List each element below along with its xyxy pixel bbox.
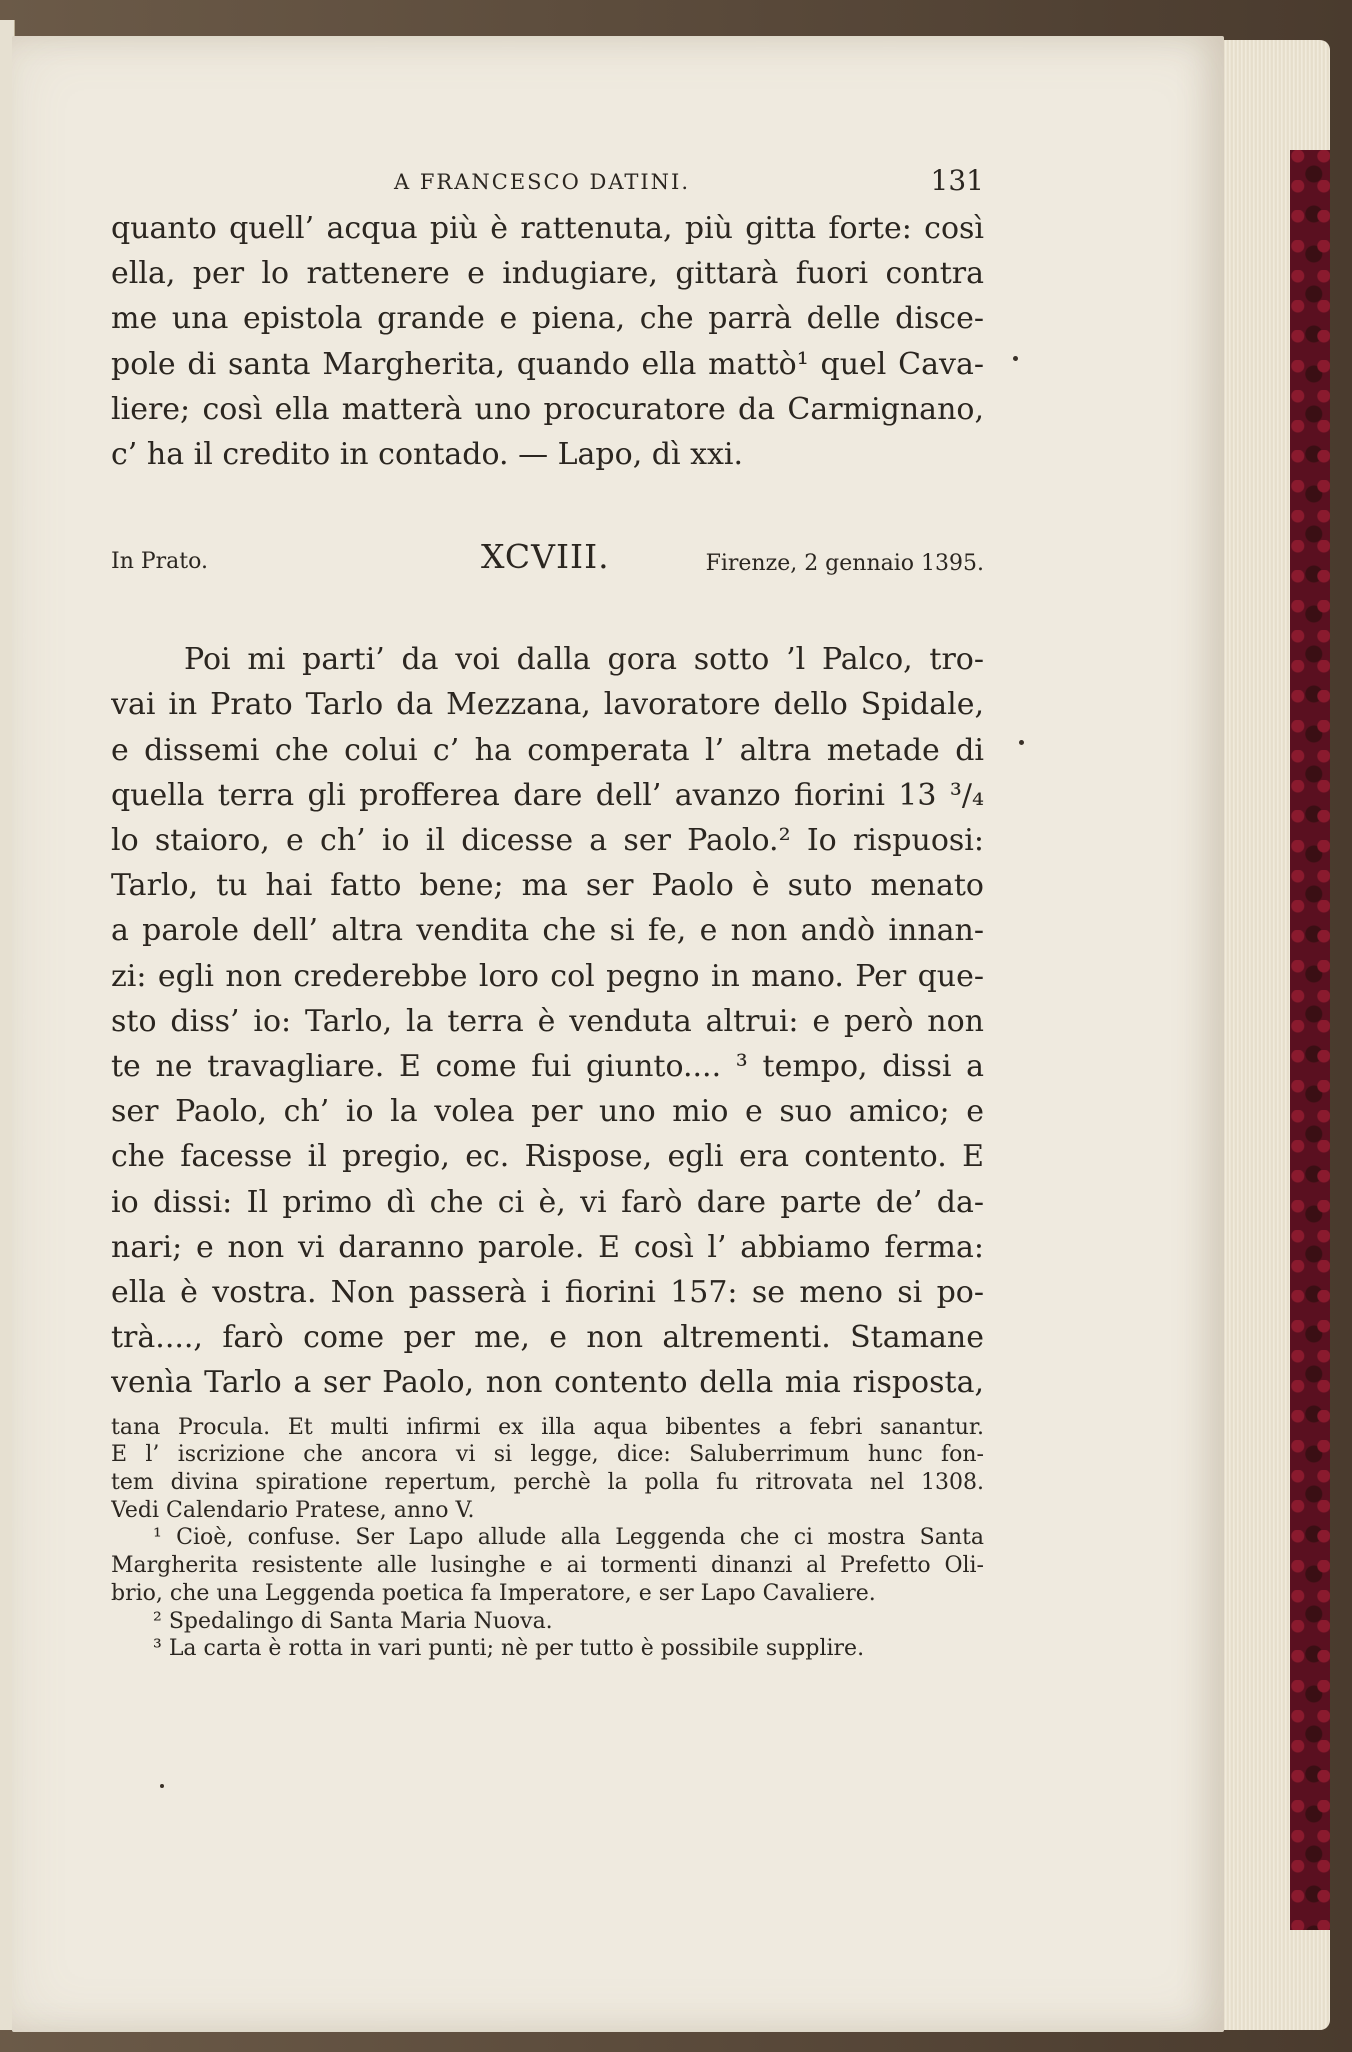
previous-letter-ending (111, 206, 984, 477)
text-line: a parole dell’ altra vendita che si fe, e non andò innan- (111, 913, 984, 949)
text-line: ella, per lo rattenere e indugiare, gittarà fuori contra (111, 256, 984, 292)
paper-speck (1019, 740, 1024, 745)
paper-speck (160, 1784, 164, 1788)
running-head-title: A FRANCESCO DATINI. (394, 170, 691, 194)
text-line: quanto quell’ acqua più è rattenuta, più gitta forte: così (111, 211, 984, 246)
text-line: pole di santa Margherita, quando ella mattò¹ quel Cava- (111, 346, 984, 382)
text-block (111, 160, 984, 1663)
footnote-line: Vedi Calendario Pratese, anno V. (111, 1497, 475, 1523)
text-line: che facesse il pregio, ec. Rispose, egli era contento. E (111, 1139, 984, 1175)
page-number: 131 (930, 164, 984, 197)
text-line: Poi mi parti’ da voi dalla gora sotto ’l Palco, tro- (184, 642, 984, 678)
text-line: e dissemi che colui c’ ha comperata l’ altra metade di (111, 732, 984, 768)
running-head (111, 160, 984, 206)
text-line: nari; e non vi daranno parole. E così l’ abbiamo ferma: (111, 1229, 984, 1265)
text-line: io dissi: Il primo dì che ci è, vi farò dare parte de’ da- (111, 1184, 984, 1220)
footnote-line: ³ La carta è rotta in vari punti; nè per tutto è possibile supplire. (153, 1636, 865, 1662)
letter-body (111, 637, 984, 1405)
paper-speck (1013, 356, 1018, 361)
text-line: quella terra gli profferea dare dell’ avanzo fiorini 13 ³/₄ (111, 777, 984, 813)
text-line: sto diss’ io: Tarlo, la terra è venduta altrui: e però non (111, 1003, 984, 1039)
footnote-line: tana Procula. Et multi infirmi ex illa aqua bibentes a febri sanantur. (111, 1414, 984, 1440)
footnote-line: Margherita resistente alle lusinghe e ai tormenti dinanzi al Prefetto Oli- (111, 1553, 984, 1579)
footnote-line: brio, che una Leggenda poetica fa Imperatore, e ser Lapo Cavaliere. (111, 1580, 876, 1606)
text-line: zi: egli non crederebbe loro col pegno in mano. Per que- (111, 958, 984, 994)
text-line: me una epistola grande e piena, che parrà delle disce- (111, 301, 984, 337)
text-line: trà...., farò come per me, e non altrementi. Stamane (111, 1320, 984, 1356)
footnote-line: tem divina spiratione repertum, perchè la polla fu ritrovata nel 1308. (111, 1470, 984, 1496)
letter-date: Firenze, 2 gennaio 1395. (705, 551, 984, 577)
text-line: te ne travagliare. E come fui giunto.... ³ tempo, dissi a (111, 1049, 984, 1085)
footnote-line: ¹ Cioè, confuse. Ser Lapo allude alla Leggenda che ci mostra Santa (153, 1525, 984, 1551)
footnotes (111, 1414, 984, 1663)
letter-number: XCVIII. (481, 537, 610, 577)
text-line: ser Paolo, ch’ io la volea per uno mio e suo amico; e (111, 1094, 984, 1130)
letter-place: In Prato. (111, 549, 208, 575)
footnote-line: E l’ iscrizione che ancora vi si legge, dice: Saluberrimum hunc fon- (111, 1442, 984, 1468)
text-line: liere; così ella matterà uno procuratore da Carmignano, (111, 391, 984, 427)
text-line: lo staioro, e ch’ io il dicesse a ser Paolo.² Io rispuosi: (111, 823, 984, 859)
text-line: ella è vostra. Non passerà i fiorini 157: se meno si po- (111, 1275, 984, 1311)
text-line: c’ ha il credito in contado. — Lapo, dì xxi. (111, 437, 744, 473)
book-spine (1290, 150, 1330, 1930)
footnote-line: ² Spedalingo di Santa Maria Nuova. (153, 1608, 553, 1634)
text-line: venìa Tarlo a ser Paolo, non contento della mia risposta, (111, 1365, 984, 1401)
letter-header (111, 525, 984, 585)
text-line: Tarlo, tu hai fatto bene; ma ser Paolo è suto menato (111, 868, 984, 904)
text-line: vai in Prato Tarlo da Mezzana, lavoratore dello Spidale, (111, 687, 984, 723)
